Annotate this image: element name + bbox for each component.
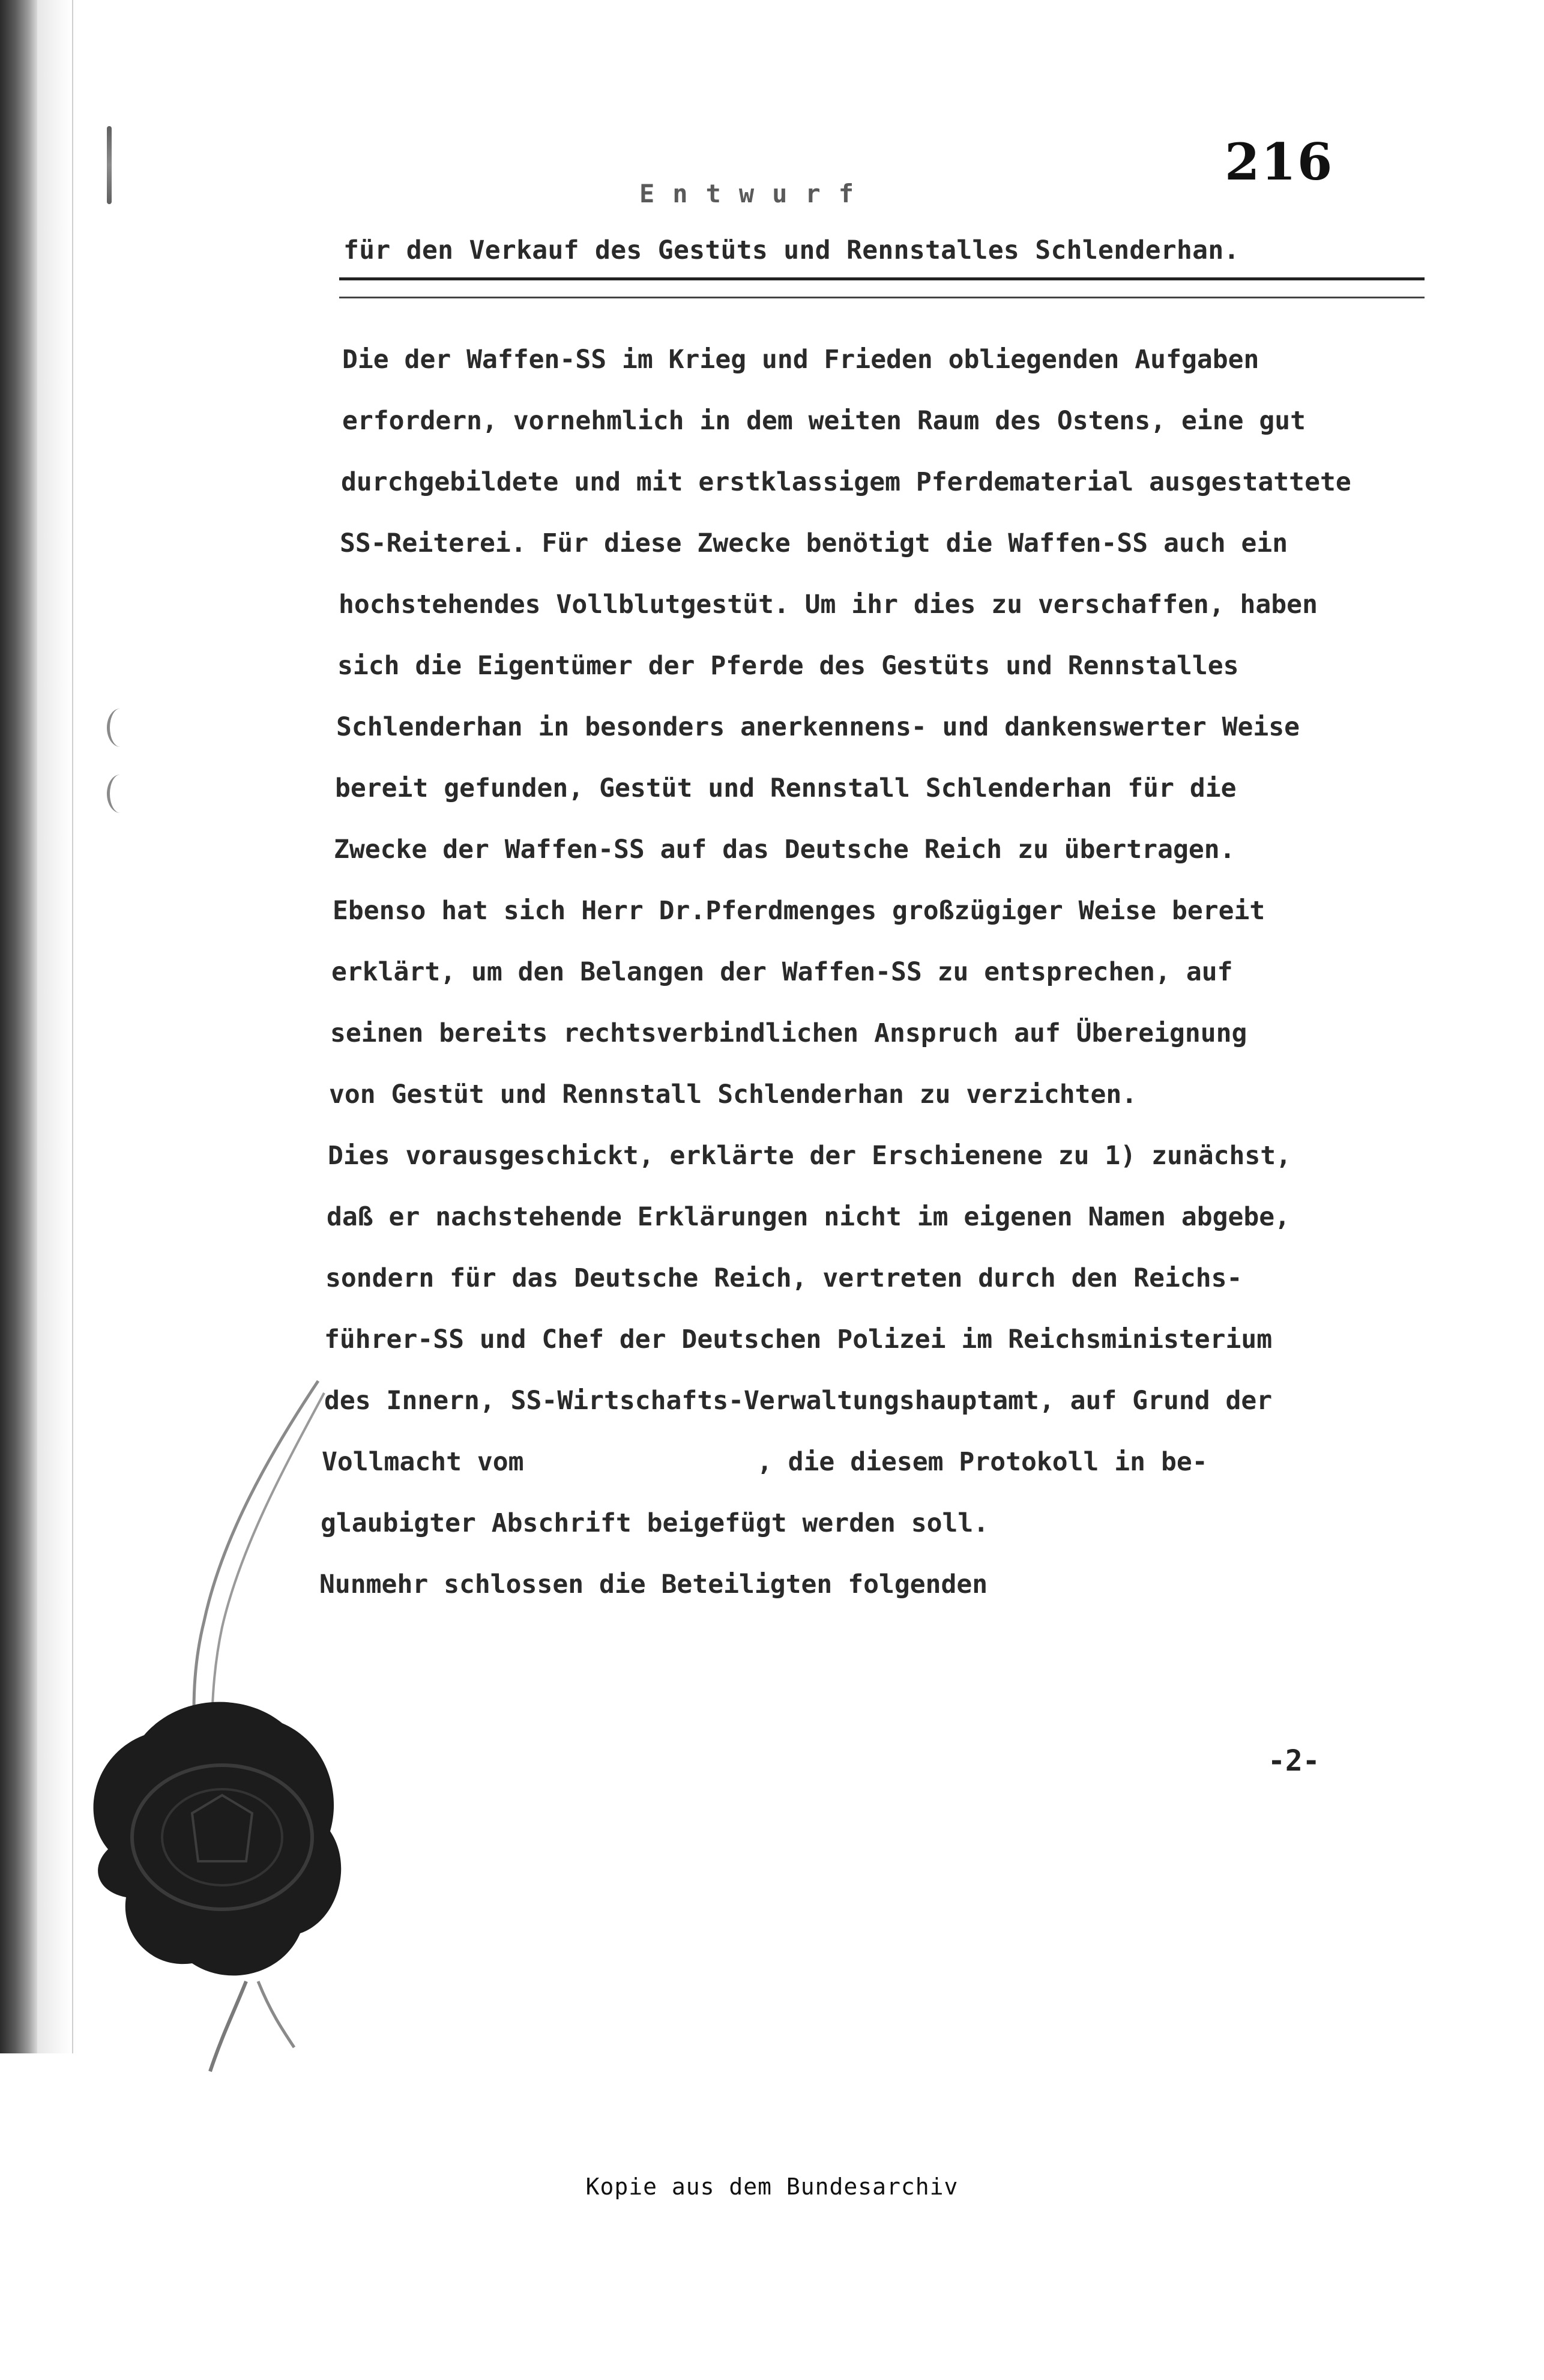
heading-underline — [339, 277, 1425, 280]
document-heading: Entwurf — [639, 179, 872, 208]
binding-edge — [0, 0, 37, 2053]
body-line: Nunmehr schlossen die Beteiligten folgenden — [319, 1569, 988, 1599]
body-line: des Innern, SS-Wirtschafts-Verwaltungshauptamt, auf Grund der — [324, 1386, 1273, 1416]
body-line: Ebenso hat sich Herr Dr.Pferdmenges großzügiger Weise bereit — [333, 896, 1265, 926]
body-line: erklärt, um den Belangen der Waffen-SS zu entsprechen, auf — [331, 957, 1233, 987]
body-line: glaubigter Abschrift beigefügt werden soll. — [321, 1508, 989, 1538]
body-line: bereit gefunden, Gestüt und Rennstall Schlenderhan für die — [335, 773, 1237, 803]
body-line: SS-Reiterei. Für diese Zwecke benötigt die Waffen-SS auch ein — [340, 528, 1288, 558]
heading-underline-second — [339, 297, 1425, 298]
document-body — [319, 329, 1525, 1615]
archive-footer: Kopie aus dem Bundesarchiv — [585, 2173, 959, 2200]
body-line: Schlenderhan in besonders anerkennens- und dankenswerter Weise — [336, 712, 1300, 742]
wax-seal — [42, 1357, 378, 2378]
page-number: 216 — [1225, 132, 1334, 192]
body-line: hochstehendes Vollblutgestüt. Um ihr dies zu verschaffen, haben — [339, 590, 1318, 620]
body-line: sich die Eigentümer der Pferde des Gestüts und Rennstalles — [337, 651, 1239, 681]
margin-mark — [107, 126, 112, 204]
body-line: daß er nachstehende Erklärungen nicht im eigenen Namen abgebe, — [327, 1202, 1291, 1232]
punch-hole-mark — [107, 775, 134, 813]
body-line: Zwecke der Waffen-SS auf das Deutsche Reich zu übertragen. — [334, 835, 1235, 865]
punch-hole-mark — [107, 708, 134, 747]
body-line: führer-SS und Chef der Deutschen Polizei im Reichsministerium — [324, 1324, 1273, 1355]
body-line: sondern für das Deutsche Reich, vertreten durch den Reichs- — [325, 1263, 1243, 1293]
body-line: seinen bereits rechtsverbindlichen Anspruch auf Übereignung — [330, 1018, 1247, 1048]
document-subheading: für den Verkauf des Gestüts und Rennstalles Schlenderhan. — [343, 235, 1240, 265]
body-line: Vollmacht vom , die diesem Protokoll in be- — [322, 1447, 1208, 1477]
body-line: durchgebildete und mit erstklassigem Pferdematerial ausgestattete — [341, 467, 1351, 497]
wax-seal-icon — [42, 1357, 378, 2378]
continuation-mark: -2- — [1268, 1744, 1320, 1778]
body-line: erfordern, vornehmlich in dem weiten Raum des Ostens, eine gut — [342, 406, 1306, 436]
body-line: von Gestüt und Rennstall Schlenderhan zu verzichten. — [329, 1080, 1138, 1110]
body-line: Die der Waffen-SS im Krieg und Frieden obliegenden Aufgaben — [342, 345, 1259, 375]
body-line: Dies vorausgeschickt, erklärte der Erschienene zu 1) zunächst, — [328, 1141, 1292, 1171]
